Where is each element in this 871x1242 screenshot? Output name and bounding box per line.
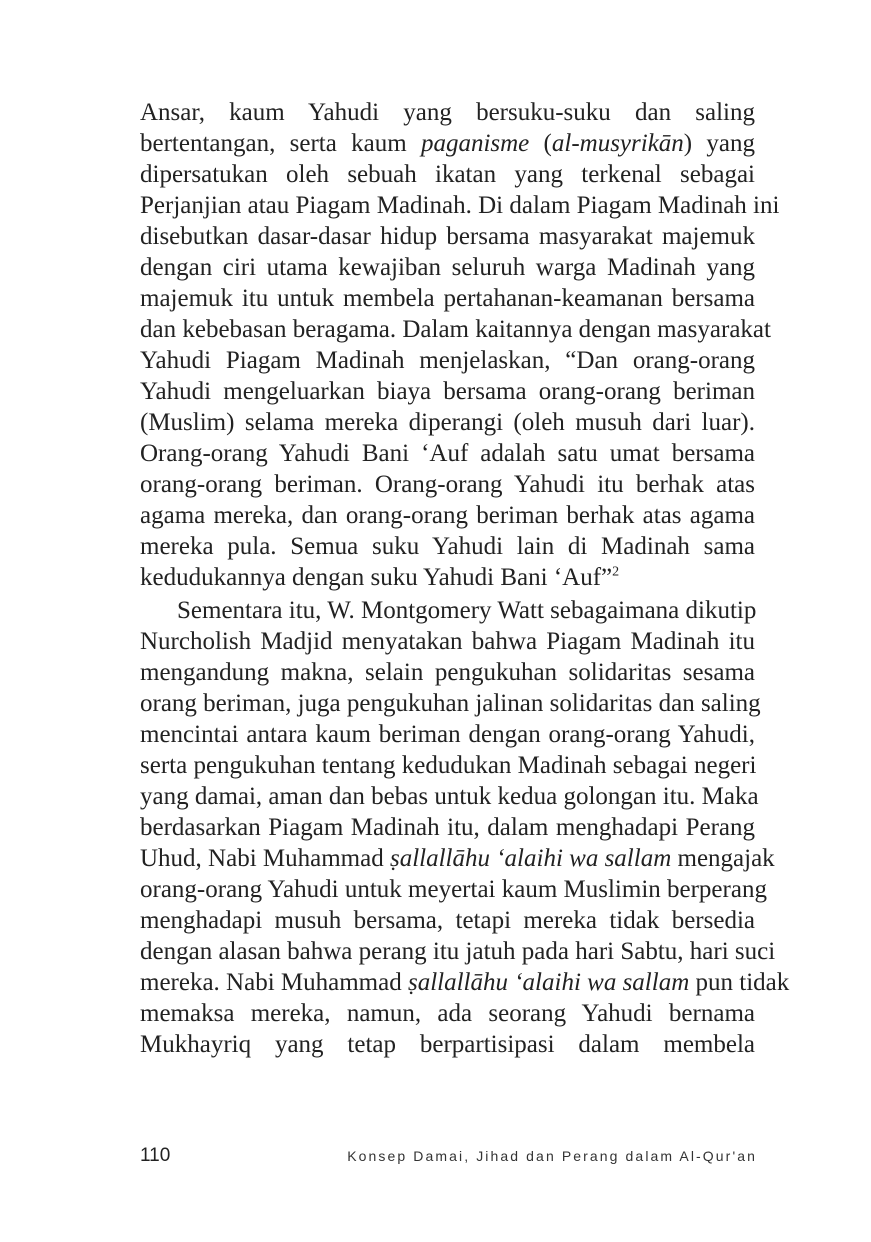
text-run: mereka. Nabi Muhammad	[140, 969, 402, 996]
text-line	[140, 128, 755, 159]
text-line: dengan alasan bahwa perang itu jatuh pada hari Sabtu, hari suci	[140, 938, 776, 965]
text-line: majemuk itu untuk membela pertahanan-keamanan bersama	[140, 285, 755, 312]
text-line: dengan ciri utama kewajiban seluruh warga Madinah yang	[140, 254, 755, 281]
text-line: orang beriman, juga pengukuhan jalinan solidaritas dan saling	[140, 690, 761, 717]
text-line: orang-orang beriman. Orang-orang Yahudi itu berhak atas	[140, 471, 755, 498]
text-line: dipersatukan oleh sebuah ikatan yang terkenal sebagai	[140, 161, 755, 188]
italic-honorific: ṣallallāhu ‘alaihi wa sallam	[407, 969, 690, 996]
text-line: mencintai antara kaum beriman dengan orang-orang Yahudi,	[140, 721, 755, 748]
footnote-reference: 2	[612, 564, 620, 580]
text-line	[140, 562, 755, 593]
text-run: pun tidak	[695, 969, 790, 996]
page-footer	[140, 1145, 757, 1175]
text-line: Yahudi Piagam Madinah menjelaskan, “Dan orang-orang	[140, 347, 755, 374]
text-line	[140, 843, 775, 874]
text-line: mengandung makna, selain pengukuhan solidaritas sesama	[140, 659, 755, 686]
paragraph-1	[140, 97, 780, 593]
text-line: Perjanjian atau Piagam Madinah. Di dalam Piagam Madinah ini	[140, 192, 780, 219]
page-number: 110	[140, 1145, 171, 1166]
text-run: kedudukannya dengan suku Yahudi Bani ‘Auf”	[140, 564, 613, 591]
text-line: Nurcholish Madjid menyatakan bahwa Piagam Madinah itu	[140, 628, 755, 655]
text-line: dan kebebasan beragama. Dalam kaitannya dengan masyarakat	[140, 316, 771, 343]
text-line: (Muslim) selama mereka diperangi (oleh musuh dari luar).	[140, 409, 755, 436]
text-run: (	[543, 130, 552, 157]
text-line: disebutkan dasar-dasar hidup bersama masyarakat majemuk	[140, 223, 755, 250]
text-run: Uhud, Nabi Muhammad	[140, 845, 384, 872]
italic-honorific: ṣallallāhu ‘alaihi wa sallam	[389, 845, 672, 872]
text-line: menghadapi musuh bersama, tetapi mereka tidak bersedia	[140, 907, 755, 934]
text-line: Mukhayriq yang tetap berpartisipasi dalam membela	[140, 1031, 755, 1058]
body-text	[140, 97, 790, 1060]
text-line: Yahudi mengeluarkan biaya bersama orang-orang beriman	[140, 378, 755, 405]
text-line: serta pengukuhan tentang kedudukan Madinah sebagai negeri	[140, 752, 757, 779]
text-run: ) yang	[683, 130, 755, 157]
text-line	[140, 967, 790, 998]
text-line: orang-orang Yahudi untuk meyertai kaum Muslimin berperang	[140, 876, 767, 903]
text-line: memaksa mereka, namun, ada seorang Yahudi bernama	[140, 1000, 755, 1027]
text-line: Sementara itu, W. Montgomery Watt sebagaimana dikutip	[177, 597, 757, 624]
text-line: berdasarkan Piagam Madinah itu, dalam menghadapi Perang	[140, 814, 755, 841]
text-run: mengajak	[677, 845, 775, 872]
italic-term-paganisme: paganisme	[420, 130, 530, 157]
text-line: Ansar, kaum Yahudi yang bersuku-suku dan saling	[140, 99, 755, 126]
running-title: Konsep Damai, Jihad dan Perang dalam Al-Qur'an	[347, 1148, 757, 1164]
text-line: yang damai, aman dan bebas untuk kedua golongan itu. Maka	[140, 783, 759, 810]
italic-term-al-musyrikan: al-musyrikān	[551, 130, 684, 157]
paragraph-2	[140, 595, 790, 1060]
text-line: Orang-orang Yahudi Bani ‘Auf adalah satu umat bersama	[140, 440, 755, 467]
text-line: agama mereka, dan orang-orang beriman berhak atas agama	[140, 502, 755, 529]
text-line: mereka pula. Semua suku Yahudi lain di Madinah sama	[140, 533, 755, 560]
text-run: bertentangan, serta kaum	[140, 130, 407, 157]
